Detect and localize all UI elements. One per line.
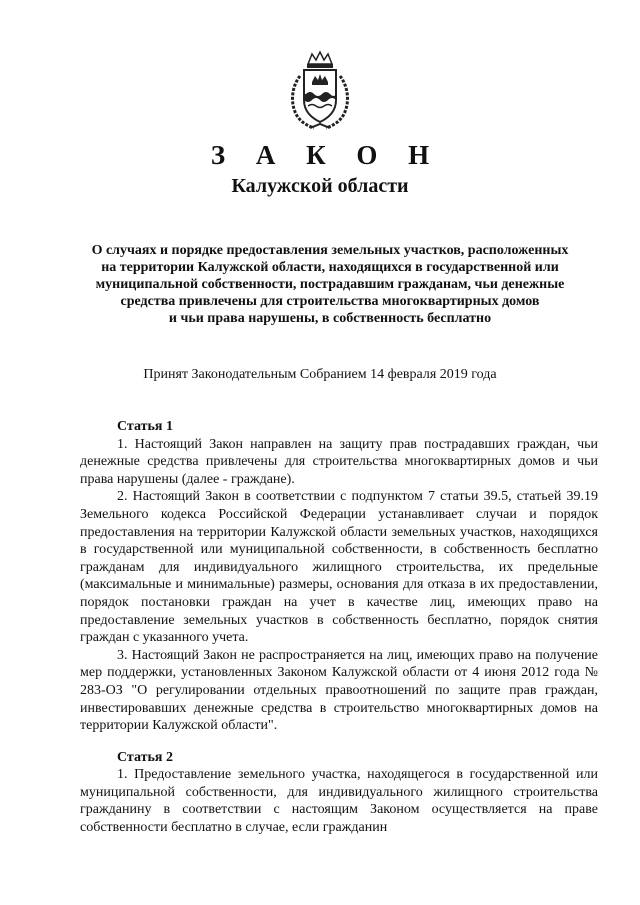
- spacer: [80, 735, 598, 749]
- heading-line: и чьи права нарушены, в собственность бесплатно: [168, 311, 492, 326]
- article-paragraph: 3. Настоящий Закон не распространяется на лиц, имеющих право на получение мер поддержки, установленных Законом Калужской области от 4 июня 2012 года № 283-ОЗ "О регулировании отдельных правоотношений по защите прав граждан, инвестировавших денежные средства в строительство многоквартирных домов на территории Калужской области".: [80, 647, 598, 734]
- document-subtitle: Калужской области: [231, 175, 409, 197]
- heading-line: муниципальной собственности, пострадавшим гражданам, чьи денежные: [95, 277, 565, 292]
- heading-line: средства привлечены для строительства многоквартирных домов: [120, 294, 540, 309]
- article-title: Статья 2: [117, 749, 173, 765]
- law-heading: [70, 242, 590, 327]
- heading-line: О случаях и порядке предоставления земельных участков, расположенных: [91, 243, 569, 258]
- article-title: Статья 1: [117, 419, 173, 434]
- document-body: [80, 418, 598, 837]
- article-paragraph: 2. Настоящий Закон в соответствии с подпунктом 7 статьи 39.5, статьей 39.19 Земельного кодекса Российской Федерации устанавливает случаи и порядок предоставления на территории Калужской области земельных участков, находящихся в государственной или муниципальной собственности, в собственность бесплатно гражданам для индивидуального жилищного строительства, их предельные (максимальные и минимальные) размеры, основания для отказа в их предоставлении, порядок постановки граждан на учет в качестве лиц, имеющих право на предоставление земельных участков в собственность бесплатно, порядок снятия граждан с указанного учета.: [80, 489, 598, 646]
- coat-of-arms-icon: [288, 50, 352, 132]
- acceptance-note: Принят Законодательным Собранием 14 февраля 2019 года: [143, 367, 497, 382]
- document-title: З А К О Н: [210, 140, 442, 170]
- article-paragraph: 1. Настоящий Закон направлен на защиту прав пострадавших граждан, чьи денежные средства привлечены для строительства многоквартирных домов и чьи права нарушены (далее - граждане).: [80, 436, 598, 487]
- article-paragraph: 1. Предоставление земельного участка, находящегося в государственной или муниципальной собственности, для индивидуального жилищного строительства гражданину в соответствии с настоящим Законом осуществляется на праве собственности бесплатно в случае, если гражданин: [80, 767, 598, 836]
- heading-line: на территории Калужской области, находящихся в государственной или: [101, 260, 559, 275]
